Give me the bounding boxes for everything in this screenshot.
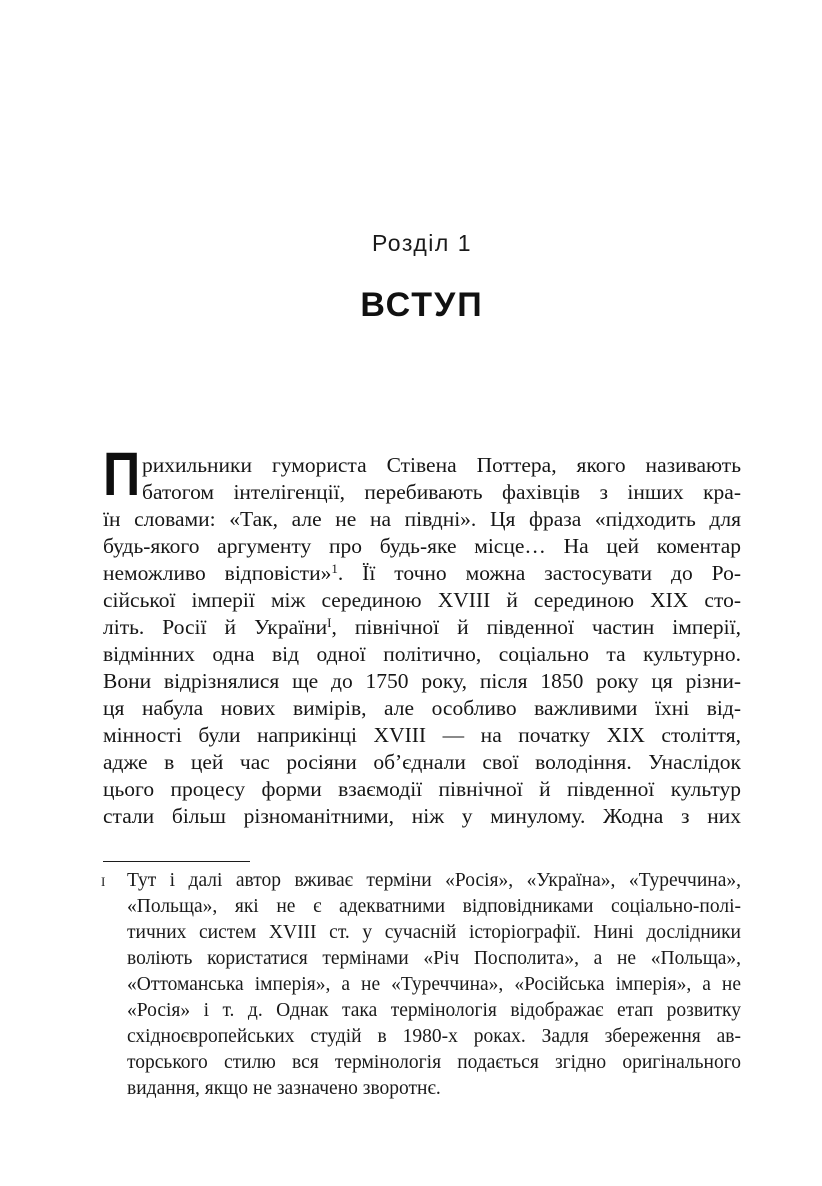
body-text-line: ця набула нових вимірів, але особливо важливими їхні від- bbox=[103, 696, 741, 720]
footnote-line: торського стилю вся термінологія подається згідно оригінального bbox=[127, 1052, 741, 1073]
footnote-separator bbox=[103, 861, 250, 862]
body-text-line: Вони відрізнялися ще до 1750 року, після 1850 року ця різни- bbox=[103, 669, 741, 693]
body-text-line: відмінних одна від одної політично, соціально та культурно. bbox=[103, 642, 741, 666]
footnote-line: «Оттоманська імперія», а не «Туреччина», «Російська імперія», а не bbox=[127, 974, 741, 995]
body-text-segment: , північної й південної частин імперії, bbox=[331, 615, 741, 639]
body-text-line: стали більш різноманітними, ніж у минулому. Жодна з них bbox=[103, 804, 741, 828]
footnote-line: «Росія» і т. д. Однак така термінологія відображає етап розвитку bbox=[127, 1000, 741, 1021]
body-paragraph bbox=[103, 440, 741, 830]
chapter-label: Розділ 1 bbox=[371, 230, 473, 256]
footnote-marker: I bbox=[101, 874, 106, 889]
body-text-line: цього процесу форми взаємодії північної й південної культур bbox=[103, 777, 741, 801]
footnote-line: тичних систем XVIII ст. у сучасній історіографії. Нині дослідники bbox=[127, 922, 741, 943]
footnote-line: воліють користатися термінами «Річ Посполита», а не «Польща», bbox=[127, 948, 741, 969]
footnote-line: видання, якщо не зазначено зворотнє. bbox=[127, 1078, 441, 1099]
drop-cap: П bbox=[103, 440, 141, 508]
body-text-line: рихильники гумориста Стівена Поттера, якого називають bbox=[142, 453, 741, 477]
body-text-line: адже в цей час росіяни об’єднали свої володіння. Унаслідок bbox=[103, 750, 741, 774]
footnote-text bbox=[103, 868, 741, 1102]
body-text-line bbox=[103, 614, 741, 641]
body-text-line: будь-якого аргументу про будь-яке місце… На цей коментар bbox=[103, 534, 741, 558]
body-text-line: мінності були наприкінці XVIII — на початку XIX століття, bbox=[103, 723, 741, 747]
page-title: ВСТУП bbox=[360, 286, 484, 324]
footnote-reference-1: 1 bbox=[331, 561, 338, 576]
footnote-line: східноєвропейських студій в 1980-х роках. Задля збереження ав- bbox=[127, 1026, 741, 1047]
body-text-line: їн словами: «Так, але не на півдні». Ця фраза «підходить для bbox=[103, 507, 741, 531]
body-text-line: батогом інтелігенції, перебивають фахівців з інших кра- bbox=[142, 480, 741, 504]
body-text-segment: . Її точно можна застосувати до Ро- bbox=[337, 561, 741, 585]
body-text-segment: неможливо відповісти» bbox=[103, 561, 332, 585]
body-text-line: сійської імперії між серединою XVIII й серединою XIX сто- bbox=[103, 588, 741, 612]
body-text-segment: літь. Росії й України bbox=[103, 615, 328, 639]
body-text-line bbox=[103, 560, 741, 587]
footnote-line: «Польща», які не є адекватними відповідниками соціально-полі- bbox=[127, 896, 741, 917]
footnote bbox=[103, 868, 741, 1102]
footnote-reference-I: I bbox=[327, 615, 332, 630]
footnote-line: Тут і далі автор вживає терміни «Росія», «Україна», «Туреччина», bbox=[127, 870, 741, 891]
